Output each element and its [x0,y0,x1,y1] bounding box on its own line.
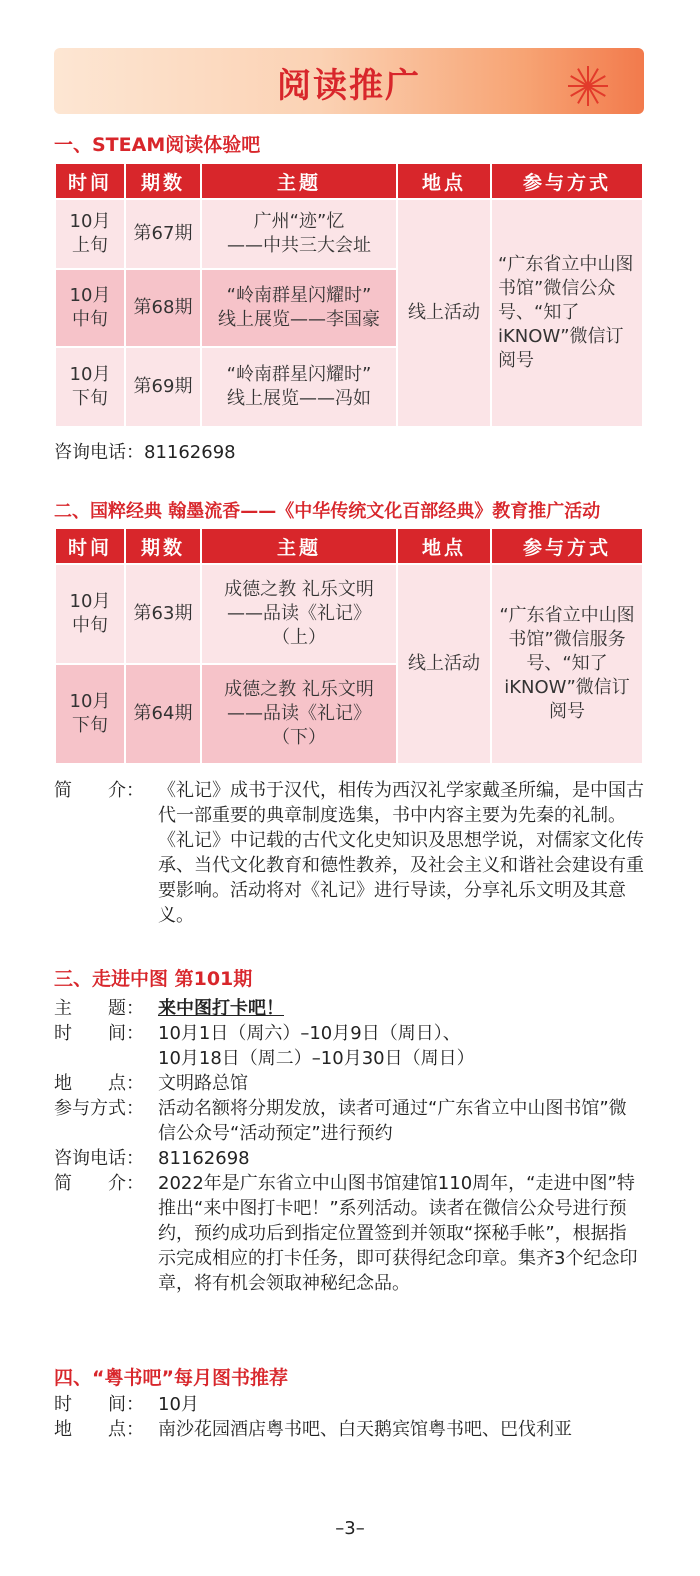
detail-value: 活动名额将分期发放，读者可通过“广东省立中山图书馆”微信公众号“活动预定”进行预约 [158,1098,627,1144]
row-issue: 第69期 [126,348,200,426]
header-method: 参与方式 [492,529,642,563]
row-topic: 成德之教 礼乐文明 ——品读《礼记》 （上） [202,565,396,663]
detail-value: 10月1日（周六）–10月9日（周日）、 10月18日（周二）–10月30日（周日） [158,1023,475,1069]
detail-label: 主 题： [54,998,144,1019]
row-issue: 第63期 [126,565,200,663]
header-issue: 期数 [126,164,200,198]
detail-label: 地 点： [54,1419,144,1440]
row-time: 10月 中旬 [56,565,124,663]
section3-title: 三、走进中图 第101期 [54,968,253,990]
row-issue: 第67期 [126,200,200,268]
detail-value: 来中图打卡吧！ [158,998,284,1019]
detail-row-location [54,1417,644,1442]
section1-contact: 咨询电话：81162698 [54,442,236,463]
header-issue: 期数 [126,529,200,563]
method-cell: “广东省立中山图书馆”微信公众号、“知了iKNOW”微信订阅号 [492,200,642,426]
row-topic: “岭南群星闪耀时” 线上展览——冯如 [202,348,396,426]
detail-value: 81162698 [158,1148,250,1169]
detail-row-phone [54,1146,644,1171]
detail-label: 简 介： [54,1173,144,1194]
header-location: 地点 [398,529,490,563]
page-number: –3– [335,1518,365,1539]
firework-icon [568,66,608,106]
detail-label: 地 点： [54,1073,144,1094]
location-cell: 线上活动 [398,200,490,426]
page-banner [54,48,644,114]
header-method: 参与方式 [492,164,642,198]
detail-label: 时 间： [54,1023,144,1044]
header-location: 地点 [398,164,490,198]
detail-row-time [54,1021,644,1071]
banner-title: 阅读推广 [277,66,421,106]
detail-row-topic [54,996,644,1021]
detail-row-location [54,1071,644,1096]
detail-label: 咨询电话： [54,1148,144,1169]
detail-row-intro [54,1171,644,1296]
section3-details [54,996,644,1296]
detail-value: 南沙花园酒店粤书吧、白天鹅宾馆粤书吧、巴伐利亚 [158,1419,572,1440]
section4-title: 四、“粤书吧”每月图书推荐 [54,1367,288,1389]
table-header-row [56,164,642,198]
row-time: 10月 下旬 [56,348,124,426]
section2-intro [54,778,644,928]
detail-row-time [54,1392,644,1417]
header-time: 时间 [56,164,124,198]
section4-details [54,1392,644,1442]
header-topic: 主题 [202,164,396,198]
detail-value: 2022年是广东省立中山图书馆建馆110周年，“走进中图”特推出“来中图打卡吧！”系列活动。读者在微信公众号进行预约，预约成功后到指定位置签到并领取“探秘手帐”，根据指示完成相应的打卡任务，即可获得纪念印章。集齐3个纪念印章，将有机会领取神秘纪念品。 [158,1173,638,1294]
detail-value: 文明路总馆 [158,1073,248,1094]
detail-label: 参与方式： [54,1098,144,1119]
section2-title: 二、国粹经典 翰墨流香——《中华传统文化百部经典》教育推广活动 [54,501,601,522]
section2-table [54,527,644,765]
detail-row-method [54,1096,644,1146]
detail-value: 10月 [158,1394,199,1415]
row-issue: 第64期 [126,665,200,763]
intro-label: 简 介： [54,780,144,801]
table-header-row [56,529,642,563]
row-time: 10月 上旬 [56,200,124,268]
intro-text: 《礼记》成书于汉代，相传为西汉礼学家戴圣所编，是中国古代一部重要的典章制度选集，书中内容主要为先秦的礼制。《礼记》中记载的古代文化史知识及思想学说，对儒家文化传承、当代文化教育和德性教养，及社会主义和谐社会建设有重要影响。活动将对《礼记》进行导读，分享礼乐文明及其意义。 [158,780,644,926]
location-cell: 线上活动 [398,565,490,763]
row-time: 10月 下旬 [56,665,124,763]
row-topic: “岭南群星闪耀时” 线上展览——李国豪 [202,270,396,346]
table-row [56,200,642,268]
header-time: 时间 [56,529,124,563]
row-time: 10月 中旬 [56,270,124,346]
row-topic: 广州“迹”忆 ——中共三大会址 [202,200,396,268]
detail-label: 时 间： [54,1394,144,1415]
row-issue: 第68期 [126,270,200,346]
table-row [56,565,642,663]
header-topic: 主题 [202,529,396,563]
section1-table [54,162,644,428]
section1-title: 一、STEAM阅读体验吧 [54,134,261,156]
row-topic: 成德之教 礼乐文明 ——品读《礼记》 （下） [202,665,396,763]
method-cell: “广东省立中山图书馆”微信服务号、“知了iKNOW”微信订阅号 [492,565,642,763]
